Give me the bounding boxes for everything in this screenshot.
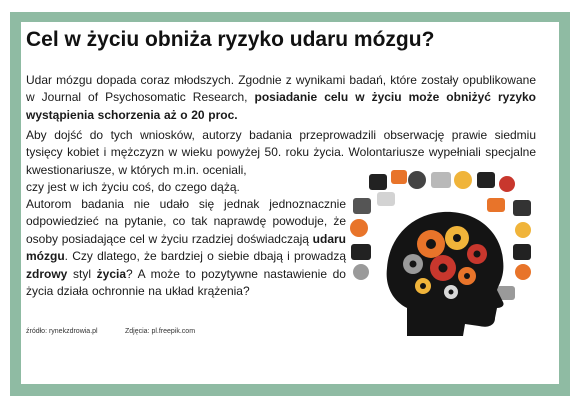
discussion-bold-healthy: zdrowy <box>26 266 68 281</box>
brain-head-illustration <box>347 168 537 338</box>
photo-credit: Zdjęcia: pl.freepik.com <box>125 328 196 335</box>
paragraph-intro <box>26 72 536 124</box>
discussion-bold-stroke: udaru mózgu <box>26 231 346 264</box>
article-title: Cel w życiu obniża ryzyko udaru mózgu? <box>26 28 435 51</box>
discussion-text-e: ? A może to pozytywne nastawienie do życia działa ochronnie na układ krążenia? <box>26 266 346 299</box>
intro-bold-finding: posiadanie celu w życiu może obniżyć ryzyko wystąpienia schorzenia aż o 20 proc. <box>26 90 536 122</box>
method-last-line: czy jest w ich życiu coś, do czego dążą. <box>26 180 240 194</box>
discussion-text-a: Autorom badania nie udało się jednak jednoznacznie odpowiedzieć na pytanie, co tak naprawdę powoduje, że osoby posiadające cel w życiu rzadziej doświadczają <box>26 197 346 246</box>
discussion-bold-life: życia <box>96 266 126 281</box>
discussion-text-d: styl <box>67 266 97 281</box>
paragraph-discussion <box>26 196 346 300</box>
method-text: Aby dojść do tych wniosków, autorzy badania przeprowadzili obserwację prawie siedmiu tysięcy kobiet i mężczyzn w wieku powyżej 50. roku życia. Wolontariusze wypełniali specjalne kwestionariusze, w których m.in. oceniali, <box>26 128 536 177</box>
intro-text: Udar mózgu dopada coraz młodszych. Zgodnie z wynikami badań, które zostały opublikowane w Journal of Psychosomatic Research, <box>26 73 536 105</box>
discussion-text-c: . Czy dlatego, że bardziej o siebie dbają i prowadzą <box>64 249 346 264</box>
source-credit: źródło: rynekzdrowia.pl <box>26 328 98 335</box>
